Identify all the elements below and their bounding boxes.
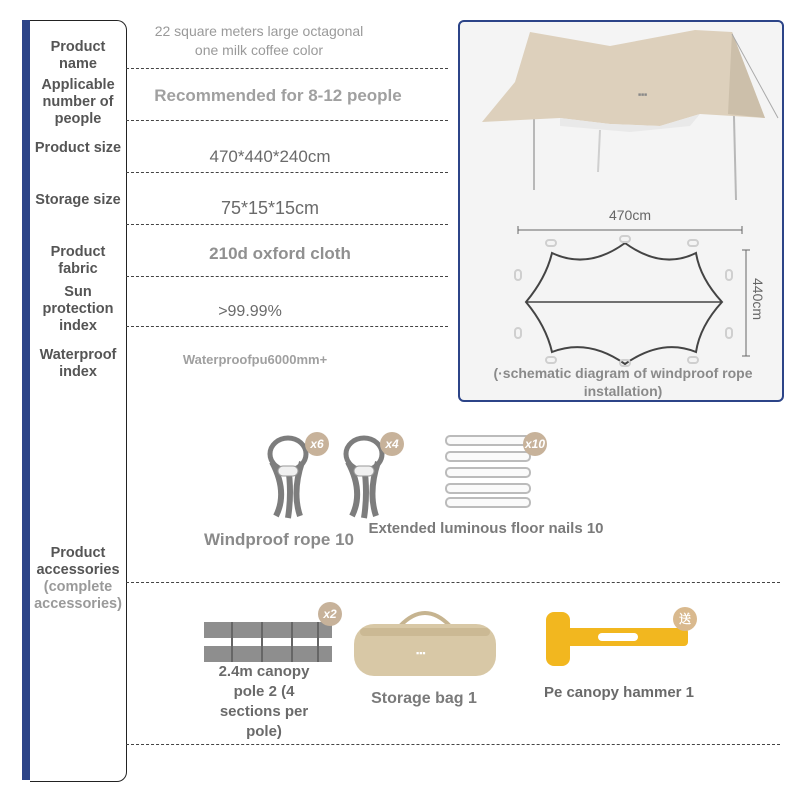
label-column bbox=[30, 20, 127, 782]
storage-bag-image bbox=[350, 606, 500, 678]
separator bbox=[126, 744, 780, 745]
value-storage-size: 75*15*15cm bbox=[220, 198, 320, 218]
rope-coil-icon bbox=[270, 438, 306, 518]
label-accessories bbox=[32, 545, 124, 613]
bag-brand-mark: ▪▪▪ bbox=[416, 648, 426, 658]
value-sun-protection: >99.99% bbox=[218, 303, 282, 320]
bag-caption: Storage bag 1 bbox=[371, 690, 477, 707]
value-applicable-people: Recommended for 8-12 people bbox=[154, 86, 402, 105]
tarp-brand-mark: ■■■ bbox=[638, 92, 648, 98]
separator bbox=[126, 224, 448, 225]
label-storage-size: Storage size bbox=[35, 192, 121, 208]
poles-count-badge: x2 bbox=[318, 602, 342, 626]
width-label: 470cm bbox=[608, 207, 652, 223]
nails-count-badge: x10 bbox=[523, 432, 547, 456]
separator bbox=[126, 120, 448, 121]
label-accessories-sub: (complete accessories) bbox=[34, 579, 122, 612]
separator bbox=[126, 326, 448, 327]
width-dimension bbox=[518, 226, 742, 234]
label-applicable-people: Applicable number of people bbox=[41, 77, 115, 127]
hammer-grip-slot bbox=[598, 633, 638, 641]
nails-caption: Extended luminous floor nails 10 bbox=[368, 520, 604, 537]
separator bbox=[126, 68, 448, 69]
tarp-outline bbox=[526, 243, 722, 364]
rope-coil-icon bbox=[346, 438, 382, 518]
value-product-name: 22 square meters large octagonal one milk coffee color bbox=[154, 23, 364, 58]
label-accessories-main: Product accessories bbox=[36, 545, 120, 578]
floor-nail-icon bbox=[446, 436, 530, 507]
bag-zipper bbox=[360, 628, 490, 636]
canopy-diagram bbox=[460, 22, 782, 400]
value-product-fabric: 210d oxford cloth bbox=[209, 244, 351, 263]
label-product-name: Product name bbox=[50, 39, 106, 72]
label-sun-protection: Sun protection index bbox=[42, 284, 114, 334]
label-product-size: Product size bbox=[34, 140, 122, 156]
installation-diagram-panel bbox=[458, 20, 784, 402]
label-waterproof: Waterproof index bbox=[39, 347, 117, 380]
floor-nails-image bbox=[440, 432, 536, 512]
canopy-illustration bbox=[482, 30, 778, 200]
height-dimension bbox=[742, 250, 750, 356]
rope-caption: Windproof rope 10 bbox=[203, 530, 354, 549]
separator bbox=[126, 582, 780, 583]
hammer-caption: Pe canopy hammer 1 bbox=[543, 684, 695, 701]
rope-count-badge: x4 bbox=[380, 432, 404, 456]
label-product-fabric: Product fabric bbox=[50, 244, 106, 277]
value-waterproof: Waterproofpu6000mm+ bbox=[182, 352, 328, 367]
rope-count-badge: x6 bbox=[305, 432, 329, 456]
diagram-caption: (·schematic diagram of windproof rope installation) bbox=[493, 365, 753, 399]
height-label: 440cm bbox=[750, 278, 766, 321]
canopy-pole-icon bbox=[204, 622, 332, 662]
canopy-hammer-image bbox=[540, 608, 690, 668]
stake-markers bbox=[515, 236, 732, 366]
separator bbox=[126, 276, 448, 277]
poles-caption: 2.4m canopy pole 2 (4 sections per pole) bbox=[218, 663, 310, 740]
value-product-size: 470*440*240cm bbox=[209, 147, 331, 166]
gift-badge: 送 bbox=[673, 607, 697, 631]
separator bbox=[126, 172, 448, 173]
